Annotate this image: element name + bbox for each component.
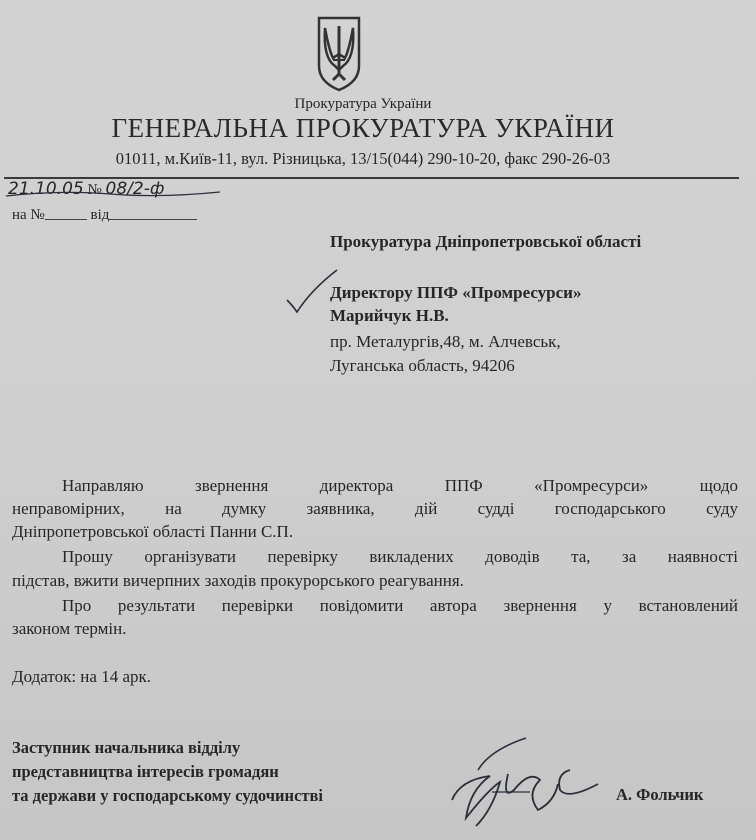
signature-title-line3: та держави у господарському судочинстві bbox=[12, 786, 323, 805]
handwritten-signature-icon bbox=[430, 730, 610, 830]
signature-title-line1: Заступник начальника відділу bbox=[12, 738, 241, 757]
recipient-office: Прокуратура Дніпропетровської області bbox=[330, 232, 642, 251]
signer-name: А. Фольчик bbox=[616, 785, 704, 804]
from-label: від bbox=[90, 207, 110, 223]
attachment-note: Додаток: на 14 арк. bbox=[12, 667, 151, 686]
outgoing-date: 21.10.05 bbox=[8, 179, 84, 199]
body-paragraph-3-line-2: законом термін. bbox=[12, 619, 127, 638]
org-small-title: Прокуратура України bbox=[294, 96, 432, 112]
body-text: Прошу організувати перевірку викладених доводів та, за наявності bbox=[62, 547, 738, 566]
body-text: Направляю звернення директора ППФ «Промресурси» щодо bbox=[62, 476, 738, 495]
org-title: ГЕНЕРАЛЬНА ПРОКУРАТУРА УКРАЇНИ bbox=[111, 113, 615, 143]
body-paragraph-1-line-3: Дніпропетровської області Панни С.П. bbox=[12, 522, 294, 541]
signature-title-line2: представництва інтересів громадян bbox=[12, 762, 279, 781]
body-paragraph-2-line-2: підстав, вжити вичерпних заходів прокурорського реагування. bbox=[12, 571, 464, 590]
body-paragraph-2-line-1 bbox=[12, 545, 738, 569]
outgoing-number: 08/2-ф bbox=[105, 179, 165, 199]
body-paragraph-1-line-1 bbox=[12, 474, 738, 498]
body-text: Про результати перевірки повідомити автора звернення у встановлений bbox=[62, 596, 738, 615]
recipient-name: Марийчук Н.В. bbox=[330, 306, 449, 325]
registration-underline-icon bbox=[0, 170, 260, 210]
number-label: № bbox=[87, 182, 102, 198]
recipient-address-line1: пр. Металургів,48, м. Алчевськ, bbox=[330, 332, 561, 351]
recipient-director: Директору ППФ «Промресурси» bbox=[330, 283, 582, 302]
org-address: 01011, м.Київ-11, вул. Різницька, 13/15(044) 290-10-20, факс 290-26-03 bbox=[115, 149, 611, 168]
trident-emblem-icon bbox=[311, 14, 367, 94]
recipient-address-line2: Луганська область, 94206 bbox=[330, 356, 515, 375]
reference-label: на № bbox=[12, 207, 45, 223]
body-paragraph-3-line-1 bbox=[12, 594, 738, 618]
body-paragraph-1-line-2: неправомірних, на думку заявника, дій судді господарського суду bbox=[12, 499, 738, 518]
